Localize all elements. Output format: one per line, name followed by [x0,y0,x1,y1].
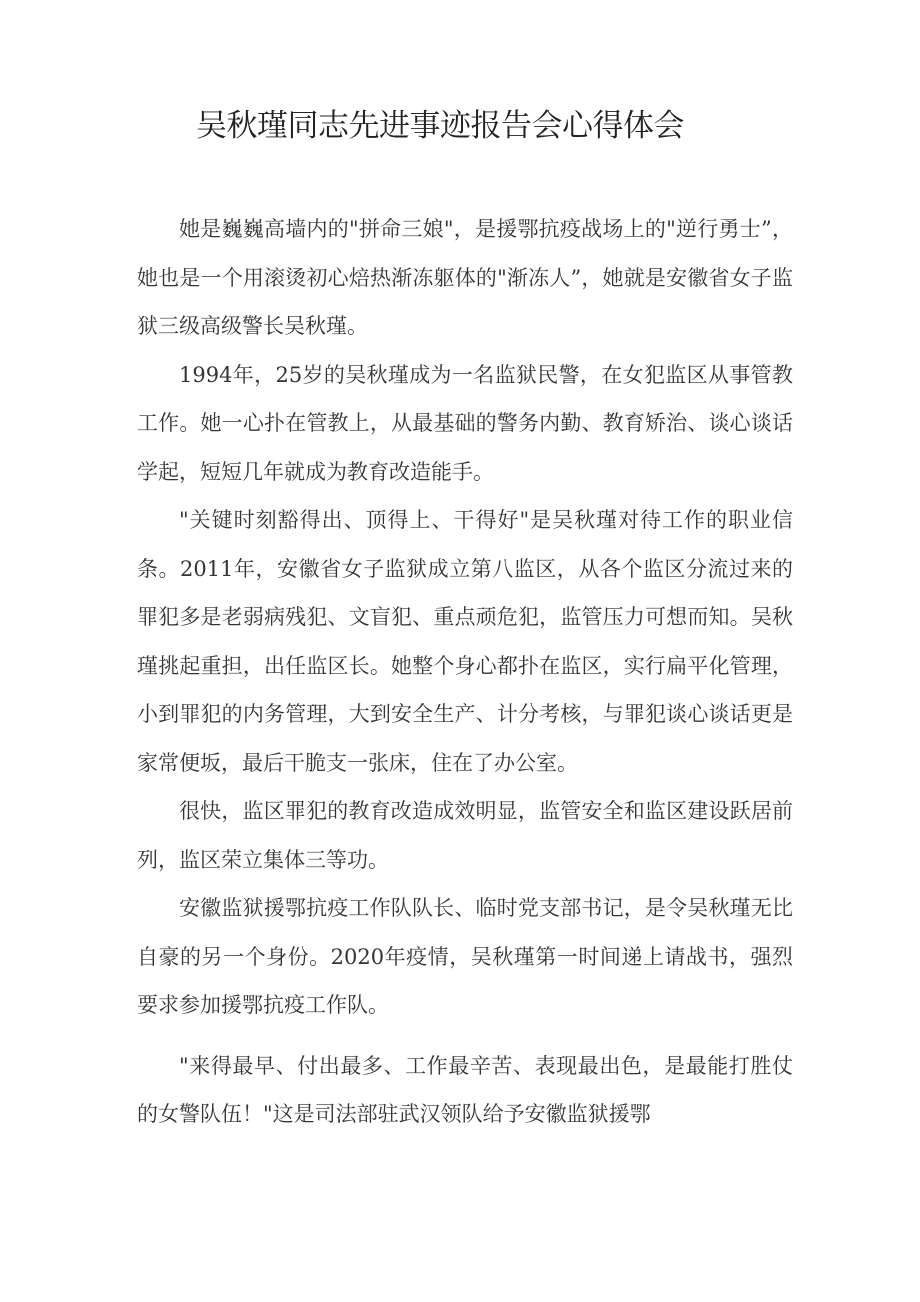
document-title: 吴秋瑾同志先进事迹报告会心得体会 [196,108,684,144]
paragraph-4: 很快，监区罪犯的教育改造成效明显，监管安全和监区建设跃居前列，监区荣立集体三等功。 [137,799,793,872]
paragraph-6: "来得最早、付出最多、工作最辛苦、表现最出色，是最能打胜仗的女警队伍！"这是司法部驻武汉领队给予安徽监狱援鄂 [137,1053,793,1126]
paragraph-1: 她是巍巍高墙内的"拼命三娘"，是援鄂抗疫战场上的"逆行勇士”，她也是一个用滚烫初心焙热渐冻躯体的"渐冻人”，她就是安徽省女子监狱三级高级警长吴秋瑾。 [137,217,793,338]
document-body [137,205,793,1139]
paragraph-5: 安徽监狱援鄂抗疫工作队队长、临时党支部书记，是令吴秋瑾无比自豪的另一个身份。2020年疫情，吴秋瑾第一时间递上请战书，强烈要求参加援鄂抗疫工作队。 [137,896,793,1017]
paragraph-gap [137,1030,793,1042]
paragraph-2: 1994年，25岁的吴秋瑾成为一名监狱民警，在女犯监区从事管教工作。她一心扑在管教上，从最基础的警务内勤、教育矫治、谈心谈话学起，短短几年就成为教育改造能手。 [137,362,793,484]
paragraph-3: "关键时刻豁得出、顶得上、干得好"是吴秋瑾对待工作的职业信条。2011年，安徽省女子监狱成立第八监区，从各个监区分流过来的罪犯多是老弱病残犯、文盲犯、重点顽危犯，监管压力可想而知。吴秋瑾挑起重担，出任监区长。她整个身心都扑在监区，实行扁平化管理，小到罪犯的内务管理，大到安全生产、计分考核，与罪犯谈心谈话更是家常便坂，最后干脆支一张床，住在了办公室。 [137,508,793,775]
